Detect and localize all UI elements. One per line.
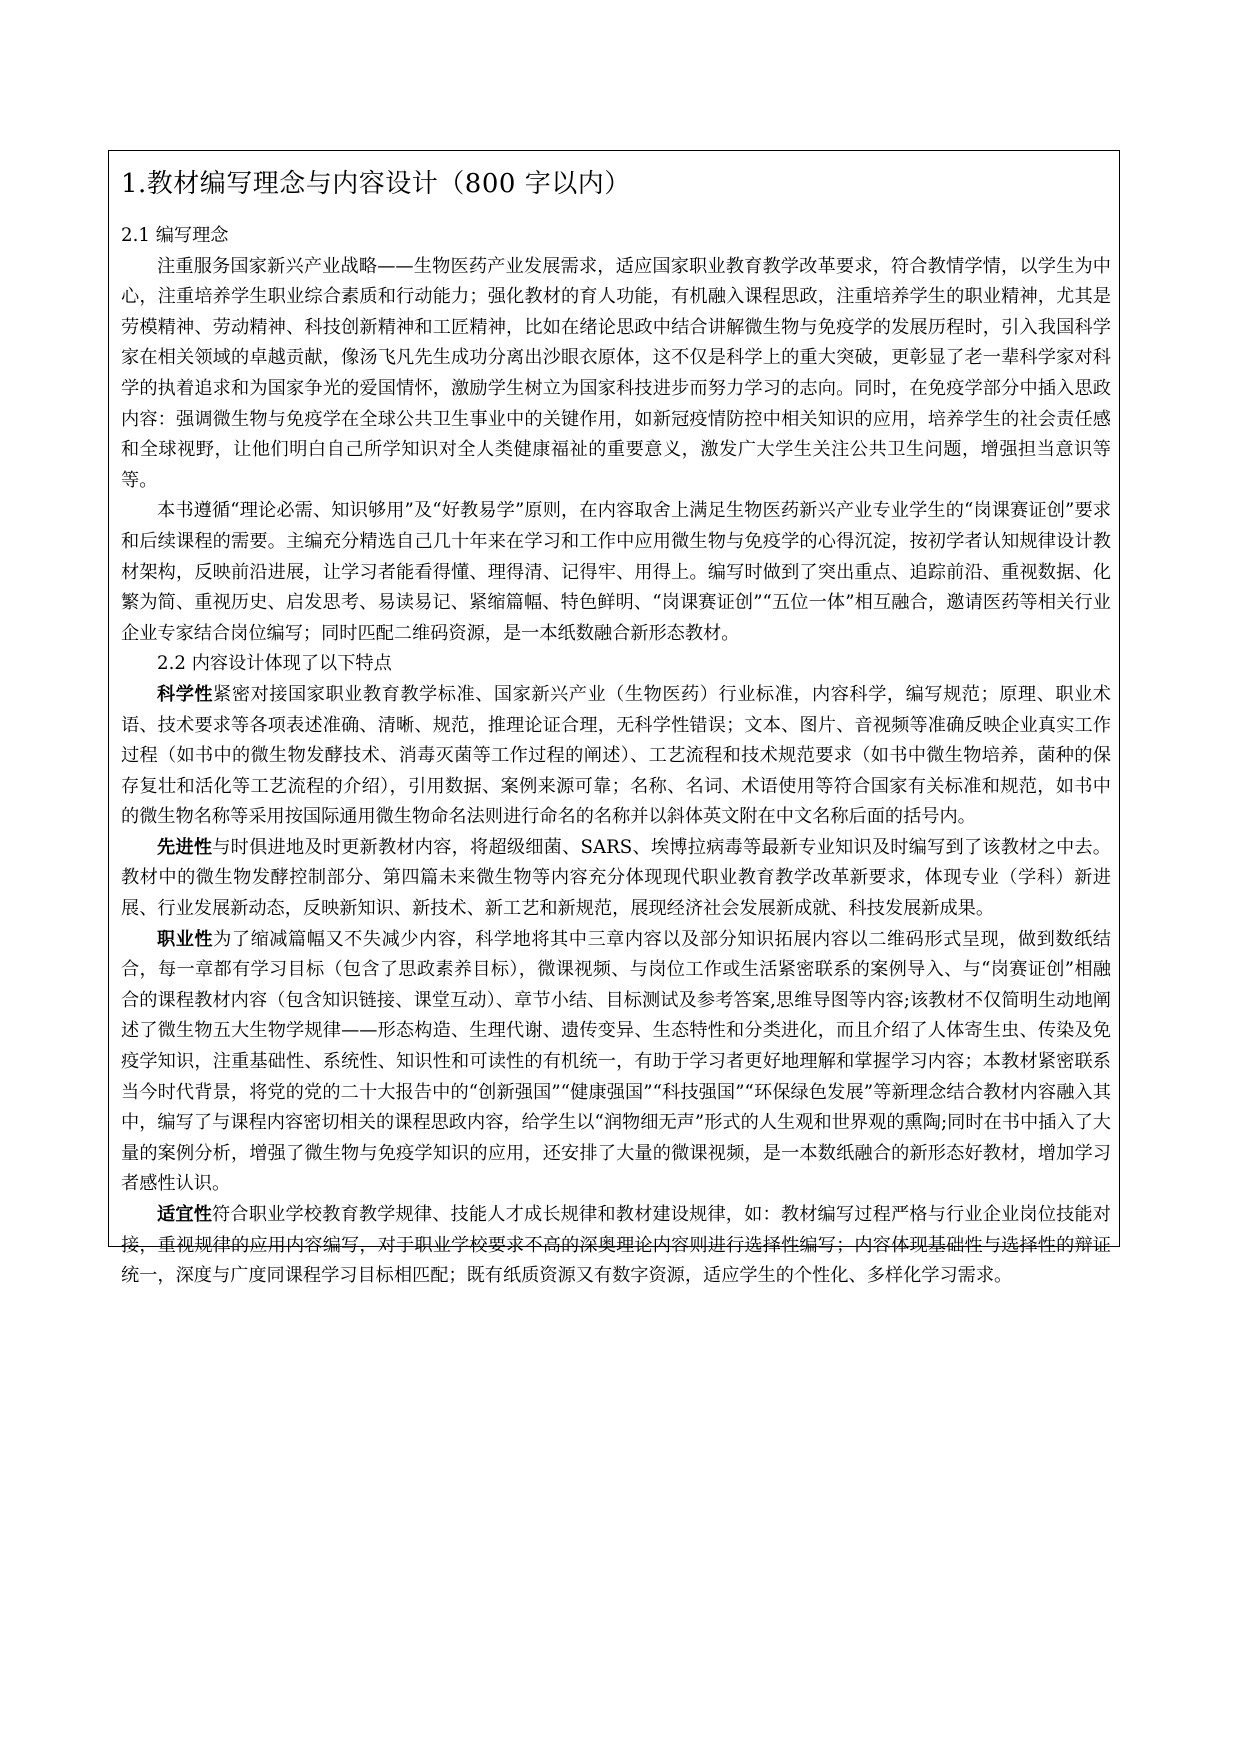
feature-keyword: 职业性 — [157, 928, 214, 950]
feature-text: 符合职业学校教育教学规律、技能人才成长规律和教材建设规律，如：教材编写过程严格与行业企业岗位技能对接，重视规律的应用内容编写，对于职业学校要求不高的深奥理论内容则进行选择性编写；内容体现基础性与选择性的辩证统一，深度与广度同课程学习目标相匹配；既有纸质资源又有数字资源，适应学生的个性化、多样化学习需求。 — [121, 1204, 1111, 1287]
feature-text: 紧密对接国家职业教育教学标准、国家新兴产业（生物医药）行业标准，内容科学，编写规范；原理、职业术语、技术要求等各项表述准确、清晰、规范，推理论证合理，无科学性错误；文本、图片、音视频等准确反映企业真实工作过程（如书中的微生物发酵技术、消毒灭菌等工作过程的阐述）、工艺流程和技术规范要求（如书中微生物培养，菌种的保存复壮和活化等工艺流程的介绍），引用数据、案例来源可靠；名称、名词、术语使用等符合国家有关标准和规范，如书中的微生物名称等采用按国际通用微生物命名法则进行命名的名称并以斜体英文附在中文名称后面的括号内。 — [121, 683, 1111, 828]
subsection-heading-concept: 2.1 编写理念 — [121, 225, 229, 246]
feature-paragraph-vocational — [121, 925, 1111, 1200]
section-title: 1.教材编写理念与内容设计（800 字以内） — [121, 169, 631, 199]
section-body — [121, 221, 1111, 1292]
paragraph-concept-2: 本书遵循“理论必需、知识够用”及“好教易学”原则，在内容取舍上满足生物医药新兴产业专业学生的“岗课赛证创”要求和后续课程的需要。主编充分精选自己几十年来在学习和工作中应用微生物与免疫学的心得沉淀，按初学者认知规律设计教材架构，反映前沿进展，让学习者能看得懂、理得清、记得牢、用得上。编写时做到了突出重点、追踪前沿、重视数据、化繁为简、重视历史、启发思考、易读易记、紧缩篇幅、特色鲜明、“岗课赛证创”“五位一体”相互融合，邀请医药等相关行业企业专家结合岗位编写；同时匹配二维码资源，是一本纸数融合新形态教材。 — [121, 500, 1111, 644]
feature-keyword: 适宜性 — [157, 1204, 213, 1225]
feature-text: 为了缩减篇幅又不失减少内容，科学地将其中三章内容以及部分知识拓展内容以二维码形式呈现，做到数纸结合，每一章都有学习目标（包含了思政素养目标），微课视频、与岗位工作或生活紧密联系的案例导入、与“岗赛证创”相融合的课程教材内容（包含知识链接、课堂互动）、章节小结、目标测试及参考答案,思维导图等内容;该教材不仅简明生动地阐述了微生物五大生物学规律——形态构造、生理代谢、遗传变异、生态特性和分类进化，而且介绍了人体寄生虫、传染及免疫学知识，注重基础性、系统性、知识性和可读性的有机统一，有助于学习者更好地理解和掌握学习内容；本教材紧密联系当今时代背景，将党的党的二十大报告中的“创新强国”“健康强国”“科技强国”“环保绿色发展”等新理念结合教材内容融入其中，编写了与课程内容密切相关的课程思政内容，给学生以“润物细无声”形式的人生观和世界观的熏陶;同时在书中插入了大量的案例分析，增强了微生物与免疫学知识的应用，还安排了大量的微课视频，是一本数纸融合的新形态好教材，增加学习者感性认识。 — [121, 928, 1111, 1195]
feature-text: 与时俱进地及时更新教材内容，将超级细菌、SARS、埃博拉病毒等最新专业知识及时编写到了该教材之中去。教材中的微生物发酵控制部分、第四篇未来微生物等内容充分体现现代职业教育教学改革新要求，体现专业（学科）新进展、行业发展新动态，反映新知识、新技术、新工艺和新规范，展现经济社会发展新成就、科技发展新成果。 — [121, 836, 1111, 920]
feature-keyword: 科学性 — [157, 683, 214, 705]
feature-paragraph-suitability — [121, 1200, 1111, 1292]
feature-paragraph-scientific — [121, 680, 1111, 833]
feature-paragraph-advanced — [121, 833, 1111, 925]
content-frame — [108, 150, 1120, 1287]
paragraph-concept-1: 注重服务国家新兴产业战略——生物医药产业发展需求，适应国家职业教育教学改革要求，符合教情学情，以学生为中心，注重培养学生职业综合素质和行动能力；强化教材的育人功能，有机融入课程思政，注重培养学生的职业精神，尤其是劳模精神、劳动精神、科技创新精神和工匠精神，比如在绪论思政中结合讲解微生物与免疫学的发展历程时，引入我国科学家在相关领域的卓越贡献，像汤飞凡先生成功分离出沙眼衣原体，这不仅是科学上的重大突破，更彰显了老一辈科学家对科学的执着追求和为国家争光的爱国情怀，激励学生树立为国家科技进步而努力学习的志向。同时，在免疫学部分中插入思政内容：强调微生物与免疫学在全球公共卫生事业中的关键作用，如新冠疫情防控中相关知识的应用，培养学生的社会责任感和全球视野，让他们明白自己所学知识对全人类健康福祉的重要意义，激发广大学生关注公共卫生问题，增强担当意识等等。 — [121, 255, 1111, 491]
subsection-heading-design: 2.2 内容设计体现了以下特点 — [157, 653, 392, 675]
feature-keyword: 先进性 — [157, 836, 213, 858]
